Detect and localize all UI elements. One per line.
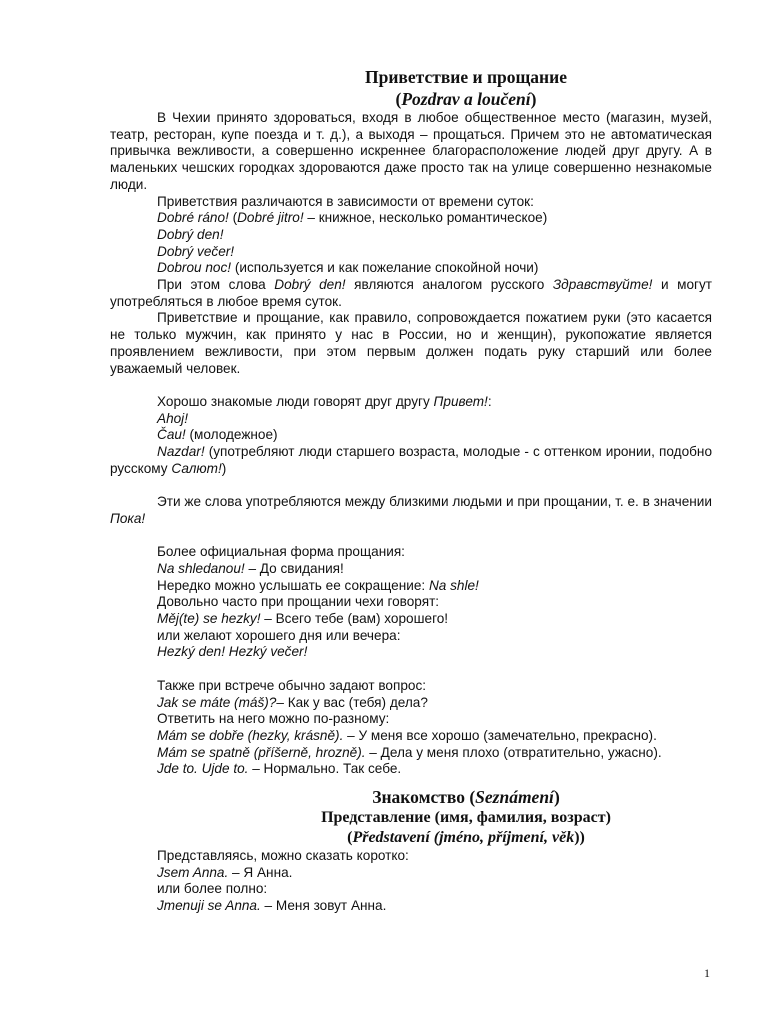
line-formal-intro: Более официальная форма прощания: xyxy=(157,544,405,560)
subsection-title-cz xyxy=(220,828,712,848)
text: (молодежное) xyxy=(185,427,278,443)
paragraph-intro: В Чехии принято здороваться, входя в любое общественное место (магазин, музей, театр, ресторан, купе поезда и т. д.), а выходя – прощаться. Причем это не автоматическая привычка вежливости, а совершенно искреннее благорасположение людей друг другу. А в маленьких чешских городках здороваются даже просто так на улице совершенно незнакомые люди. xyxy=(110,110,712,192)
line-more-full: или более полно: xyxy=(157,881,268,897)
phrase-dobry-den: Dobrý den! xyxy=(157,226,224,242)
phrase-dobre-jitro-note: – книжное, несколько романтическое) xyxy=(303,210,548,226)
line-mam-se-spatne xyxy=(110,745,712,762)
paragraph-farewell xyxy=(110,494,712,527)
phrase-dobre-jitro: Dobré jitro! xyxy=(237,210,304,226)
line-cau xyxy=(110,427,712,444)
phrase: Měj(te) se hezky! xyxy=(157,611,261,627)
text: Знакомство ( xyxy=(372,787,476,808)
title-cz-text: Pozdrav a loučení xyxy=(401,89,531,109)
text: являются аналогом русского xyxy=(345,277,553,293)
phrase: Jsem Anna. xyxy=(157,864,229,880)
title-cz: (Pozdrav a loučení) xyxy=(395,89,537,109)
text: – Дела у меня плохо (отвратительно, ужасно). xyxy=(365,744,662,760)
line-na-shle xyxy=(110,578,712,595)
text: – Как у вас (тебя) дела? xyxy=(276,694,428,710)
spacer xyxy=(110,528,712,545)
spacer xyxy=(110,377,712,394)
line-answer-intro: Ответить на него можно по-разному: xyxy=(157,711,390,727)
text: Seznámení xyxy=(475,787,554,808)
text: – У меня все хорошо (замечательно, прекрасно). xyxy=(343,727,657,743)
paragraph-dobry-den xyxy=(110,277,712,310)
subsection-title-ru: Представление (имя, фамилия, возраст) xyxy=(321,809,611,827)
text: ( xyxy=(347,829,353,847)
text: – Меня зовут Анна. xyxy=(260,898,387,914)
paragraph-handshake: Приветствие и прощание, как правило, сопровождается пожатием руки (это касается не только мужчин, как принято у нас в России, но и женщин), рукопожатие является проявлением вежливости, при этом первым должен подать руку старший или более уважаемый человек. xyxy=(110,310,712,376)
line-good-night xyxy=(110,260,712,277)
text: – Я Анна. xyxy=(228,864,293,880)
text: и могут употребляться в любое время суток. xyxy=(110,277,712,309)
text: Хорошо знакомые люди говорят друг другу xyxy=(157,393,434,409)
page-number: 1 xyxy=(704,966,710,980)
phrase: Здравствуйте! xyxy=(552,277,653,293)
text: – До свидания! xyxy=(244,560,344,576)
phrase: Dobrý den! xyxy=(274,277,346,293)
text: Эти же слова употребляются между близкими людьми и при прощании, т. е. в значении xyxy=(157,494,712,510)
text: Představení (jméno, příjmení, věk xyxy=(352,829,575,847)
phrase: Na shle! xyxy=(428,577,479,593)
phrase: Jmenuji se Anna. xyxy=(157,898,261,914)
phrase-nazdar: Nazdar! xyxy=(157,444,205,460)
line-wish-day: или желают хорошего дня или вечера: xyxy=(157,627,401,643)
document-body xyxy=(110,66,712,915)
phrase: Mám se dobře (hezky, krásně). xyxy=(157,727,344,743)
phrase-ahoj: Ahoj! xyxy=(157,410,188,426)
line-good-day xyxy=(110,227,712,244)
line-mej-se-hezky xyxy=(110,611,712,628)
paragraph-greetings-intro: Приветствия различаются в зависимости от времени суток: xyxy=(157,193,534,209)
text: При этом слова xyxy=(157,277,275,293)
line-question-intro: Также при встрече обычно задают вопрос: xyxy=(157,677,427,693)
line-jmenuji-se xyxy=(110,898,712,915)
line-jak-se-mate xyxy=(110,695,712,712)
phrase: Салют! xyxy=(171,460,222,476)
line-good-morning: Dobré ráno! (Dobré jitro! – книжное, несколько романтическое) xyxy=(157,210,548,226)
phrase: Na shledanou! xyxy=(157,560,245,576)
phrase: Jde to. Ujde to. xyxy=(157,761,249,777)
title-ru: Приветствие и прощание xyxy=(365,67,567,87)
paragraph-nazdar xyxy=(110,444,712,477)
phrase: Mám se spatně (příšerně, hrozně). xyxy=(157,744,366,760)
line-hezky-den xyxy=(110,644,712,661)
spacer xyxy=(110,477,712,494)
line-good-evening xyxy=(110,244,712,261)
text: – Нормально. Так себе. xyxy=(248,761,402,777)
line-often-say: Довольно часто при прощании чехи говорят: xyxy=(157,594,440,610)
text: Нередко можно услышать ее сокращение: xyxy=(157,577,429,593)
phrase: Пока! xyxy=(110,510,146,526)
text: ) xyxy=(221,460,227,476)
line-na-shledanou xyxy=(110,561,712,578)
line-ahoj xyxy=(110,411,712,428)
spacer xyxy=(110,661,712,678)
section-title-acquaintance xyxy=(220,786,712,808)
phrase-dobrou-noc-note: (используется и как пожелание спокойной ночи) xyxy=(231,260,539,276)
phrase-dobre-rano: Dobré ráno! xyxy=(157,210,229,226)
phrase-cau: Čau! xyxy=(157,427,186,443)
line-informal-intro xyxy=(110,394,712,411)
text: : xyxy=(487,393,492,409)
phrase: Hezký den! Hezký večer! xyxy=(157,644,308,660)
text: (употребляют люди старшего возраста, молодые - с оттенком иронии, подобно русскому xyxy=(110,444,712,476)
phrase: Jak se máte (máš)? xyxy=(157,694,277,710)
line-jde-to xyxy=(110,761,712,778)
phrase: Привет! xyxy=(433,393,488,409)
phrase-dobrou-noc: Dobrou noc! xyxy=(157,260,232,276)
text: – Всего тебе (вам) хорошего! xyxy=(260,611,449,627)
line-jsem-anna xyxy=(110,865,712,882)
line-intro-short: Представляясь, можно сказать коротко: xyxy=(157,848,409,864)
text: )) xyxy=(574,829,585,847)
phrase-dobry-vecer: Dobrý večer! xyxy=(157,243,235,259)
line-mam-se-dobre xyxy=(110,728,712,745)
text: ) xyxy=(553,787,560,808)
